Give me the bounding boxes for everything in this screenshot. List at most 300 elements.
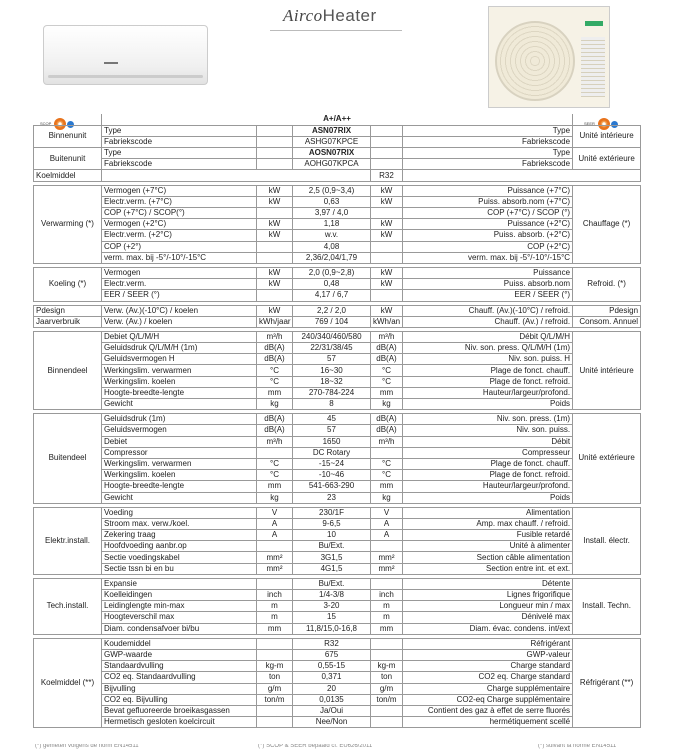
spec-row [34,458,641,469]
spec-row [34,601,641,612]
spec-label-nl: Vermogen (+7°C) [102,185,257,196]
spec-label-nl: Compressor [102,447,257,458]
unit-fr: m [371,612,403,623]
spec-label-nl: CO2 eq. Standaardvulling [102,672,257,683]
spec-row [34,159,641,170]
spec-value: ASN07RIX [293,125,371,136]
unit-nl: dB(A) [257,414,293,425]
spec-row [34,518,641,529]
unit-fr: kg [371,492,403,503]
spec-row [34,705,641,716]
unit-fr: kg [371,399,403,410]
spec-label-nl: Vermogen [102,267,257,278]
unit-nl: kW [257,230,293,241]
spec-label-nl: Type [102,148,257,159]
spec-label-fr: Niv. son. press. Q/L/M/H (1m) [403,343,573,354]
spec-label-fr: Charge supplémentaire [403,683,573,694]
spec-row [34,552,641,563]
unit-fr [371,125,403,136]
spec-label-nl: Bijvulling [102,683,257,694]
spec-label-nl: Vermogen (+2°C) [102,219,257,230]
spec-label-fr: COP (+2°C) [403,241,573,252]
spec-value: 2,36/2,04/1,79 [293,252,371,263]
section-label-nl: Elektr.install. [34,507,102,574]
spec-value: -10~46 [293,470,371,481]
unit-fr [371,705,403,716]
unit-nl: m³/h [257,331,293,342]
spec-label-nl: Stroom max. verw./koel. [102,518,257,529]
unit-fr: dB(A) [371,354,403,365]
unit-nl: °C [257,470,293,481]
unit-nl [257,208,293,219]
unit-fr: kW [371,267,403,278]
spec-value: 0,371 [293,672,371,683]
spec-label-nl: Type [102,125,257,136]
spec-row [34,305,641,316]
spec-label-fr: Niv. son. press. (1m) [403,414,573,425]
indoor-unit-image [43,25,208,85]
unit-fr: ton/m [371,694,403,705]
spec-label-fr: Niv. son. puiss. H [403,354,573,365]
spec-value: 22/31/38/45 [293,343,371,354]
unit-fr: mm² [371,552,403,563]
spec-label-nl: COP (+7°C) / SCOP(°) [102,208,257,219]
spec-row [34,436,641,447]
unit-fr: ton [371,672,403,683]
spec-label-nl: Fabriekscode [102,159,257,170]
spec-label-fr: Puissance (+7°C) [403,185,573,196]
spec-label-nl: Werkingslim. verwarmen [102,458,257,469]
spec-label-fr: Chauff. (Av.)(-10°C) / refroid. [403,305,573,316]
spec-row [34,185,641,196]
spec-value: Nee/Non [293,717,371,728]
spec-row [34,661,641,672]
footnote-nl: (*) gemeten volgens de norm EN14511 [35,744,139,749]
unit-fr: kg-m [371,661,403,672]
unit-nl: mm [257,387,293,398]
unit-nl [257,638,293,649]
spec-row [34,125,641,136]
spec-row [34,638,641,649]
spec-label-nl: Werkingslim. koelen [102,376,257,387]
spec-row [34,447,641,458]
unit-nl [257,290,293,301]
unit-nl [257,541,293,552]
spec-value: -15~24 [293,458,371,469]
unit-fr [371,717,403,728]
unit-nl: dB(A) [257,425,293,436]
spec-value: 57 [293,425,371,436]
spec-value: 2,0 (0,9~2,8) [293,267,371,278]
spec-row [34,399,641,410]
unit-fr [371,447,403,458]
unit-nl: m [257,612,293,623]
spec-label-fr: Poids [403,492,573,503]
unit-fr [371,148,403,159]
spec-label-nl: Diam. condensafvoer bi/bu [102,623,257,634]
energy-rating: A+/A++ [102,114,573,125]
spec-row [34,376,641,387]
spec-row [34,470,641,481]
unit-nl: °C [257,365,293,376]
unit-nl [257,705,293,716]
spec-label-fr: Plage de fonct. refroid. [403,376,573,387]
spec-value: 270-784-224 [293,387,371,398]
spec-label-nl: Expansie [102,578,257,589]
spec-value: 15 [293,612,371,623]
spec-label-nl: Werkingslim. koelen [102,470,257,481]
unit-fr: °C [371,470,403,481]
unit-fr: V [371,507,403,518]
spec-row [34,208,641,219]
section-label-fr: Install. électr. [573,507,641,574]
spec-label-fr: Puiss. absorb. (+2°C) [403,230,573,241]
unit-nl: kW [257,267,293,278]
spec-value: 675 [293,649,371,660]
spec-value: 240/340/460/580 [293,331,371,342]
spec-row [34,343,641,354]
spec-value: Bu/Ext. [293,541,371,552]
spec-value: w.v. [293,230,371,241]
spec-label-fr: Longueur min / max [403,601,573,612]
spec-label-fr [403,170,641,181]
spec-label-fr: Fusible retardé [403,530,573,541]
spec-value: 4,17 / 6,7 [293,290,371,301]
unit-fr: A [371,530,403,541]
unit-fr [371,638,403,649]
spec-value: R32 [371,170,403,181]
spec-label-fr: Puissance [403,267,573,278]
spec-label-fr: Hauteur/largeur/profond. [403,387,573,398]
unit-nl: dB(A) [257,343,293,354]
spec-row [34,717,641,728]
unit-nl: mm² [257,563,293,574]
unit-fr [371,159,403,170]
outdoor-unit-image [488,6,610,108]
unit-fr: kW [371,219,403,230]
section-label-fr: Unité intérieure [573,125,641,147]
spec-value: R32 [293,638,371,649]
spec-row [34,612,641,623]
unit-fr [371,578,403,589]
section-label-nl: Tech.install. [34,578,102,634]
spec-label-nl: GWP-waarde [102,649,257,660]
unit-fr: °C [371,458,403,469]
spec-label-fr: Plage de fonct. refroid. [403,470,573,481]
section-label-fr: Réfrigérant (**) [573,638,641,728]
section-label-fr: Chauffage (*) [573,185,641,263]
unit-fr: kW [371,230,403,241]
spec-row [34,649,641,660]
section-label-nl: Pdesign [34,305,102,316]
unit-fr [371,241,403,252]
spec-label-fr: Type [403,125,573,136]
unit-fr: inch [371,590,403,601]
section-label-nl: Verwarming (*) [34,185,102,263]
section-label-fr: Unité extérieure [573,148,641,170]
unit-nl: inch [257,590,293,601]
spec-label-fr: GWP-valeur [403,649,573,660]
footnotes [0,744,675,750]
spec-label-fr: Section câble alimentation [403,552,573,563]
spec-label-nl: Hoogte-breedte-lengte [102,387,257,398]
section-label-fr: Refroid. (*) [573,267,641,301]
spec-row [34,387,641,398]
spec-label-fr: Puiss. absorb.nom (+7°C) [403,196,573,207]
unit-nl: A [257,530,293,541]
spec-row [34,694,641,705]
brand-logo: AircoHeater [283,6,377,25]
spec-value: 0,48 [293,279,371,290]
unit-fr: m [371,601,403,612]
spec-label-nl: Debiet [102,436,257,447]
spec-row [34,683,641,694]
spec-label-nl: Geluidsdruk (1m) [102,414,257,425]
spec-label-nl: Electr.verm. (+2°C) [102,230,257,241]
spec-row [34,331,641,342]
spec-label-nl: Hoogteverschil max [102,612,257,623]
spec-label-nl: Fabriekscode [102,136,257,147]
unit-fr: mm [371,387,403,398]
spec-row [34,267,641,278]
section-label-nl: Binnendeel [34,331,102,409]
unit-fr: kW [371,305,403,316]
unit-nl: mm [257,623,293,634]
spec-row [34,219,641,230]
spec-row [34,230,641,241]
spec-label-nl: Leidinglengte min-max [102,601,257,612]
unit-fr: kW [371,196,403,207]
unit-nl: °C [257,376,293,387]
spec-value: AOSN07RIX [293,148,371,159]
spec-value: 541-663-290 [293,481,371,492]
unit-nl [257,125,293,136]
spec-value: 230/1F [293,507,371,518]
unit-nl [257,649,293,660]
spec-value: 57 [293,354,371,365]
spec-label-nl: Hoogte-breedte-lengte [102,481,257,492]
spec-label-fr: Plage de fonct. chauff. [403,365,573,376]
spec-label-fr: Réfrigérant [403,638,573,649]
unit-fr [371,136,403,147]
spec-label-nl: Standaardvulling [102,661,257,672]
spec-label-fr: verm. max. bij -5°/-10°/-15°C [403,252,573,263]
spec-value: 2,5 (0,9~3,4) [293,185,371,196]
seer-badge: SEER [584,118,618,130]
unit-fr: mm [371,481,403,492]
section-label-nl: Koelmiddel [34,170,102,181]
spec-label-fr: Contient des gaz à effet de serre fluorés [403,705,573,716]
footnote-fr: (*) suivant la norme EN14511 [538,744,617,749]
footnote-scop: (°) SCOP & SEER bepaald cf. EU626/2011 [258,744,373,749]
unit-fr [371,649,403,660]
spec-row [34,623,641,634]
section-label-fr: Consom. Annuel [573,316,641,327]
spec-label-fr: Détente [403,578,573,589]
spec-row [34,252,641,263]
unit-nl [257,241,293,252]
section-label-nl: Buitenunit [34,148,102,170]
spec-row [34,578,641,589]
unit-fr: kWh/an [371,316,403,327]
spec-row [34,170,641,181]
spec-label-fr: EER / SEER (°) [403,290,573,301]
spec-row [34,530,641,541]
spec-value: 45 [293,414,371,425]
unit-nl [257,578,293,589]
unit-nl [257,252,293,263]
spec-label-nl: Geluidsvermogen [102,425,257,436]
spec-label-nl: COP (+2°) [102,241,257,252]
spec-label-nl: Electr.verm. [102,279,257,290]
spec-row [34,148,641,159]
unit-nl: mm² [257,552,293,563]
spec-label-nl: Sectie voedingskabel [102,552,257,563]
spec-label-nl: Geluidsvermogen H [102,354,257,365]
spec-label-nl: Verw. (Av.) / koelen [102,316,257,327]
unit-nl: kg [257,492,293,503]
unit-fr: m³/h [371,331,403,342]
unit-fr [371,541,403,552]
unit-fr: g/m [371,683,403,694]
unit-fr: °C [371,376,403,387]
unit-fr: °C [371,365,403,376]
spec-value: 3-20 [293,601,371,612]
spec-value: 11,8/15,0-16,8 [293,623,371,634]
spec-label-nl: Hermetisch gesloten koelcircuit [102,717,257,728]
spec-label-nl: Zekering traag [102,530,257,541]
spec-table [33,114,641,728]
unit-nl: mm [257,481,293,492]
unit-nl: kW [257,305,293,316]
spec-label-fr: Fabriekscode [403,159,573,170]
unit-nl [257,136,293,147]
unit-fr [371,290,403,301]
unit-nl: m [257,601,293,612]
section-label-nl: Buitendeel [34,414,102,504]
spec-value: DC Rotary [293,447,371,458]
spec-label-fr: Niv. son. puiss. [403,425,573,436]
unit-nl: kW [257,185,293,196]
unit-nl: kg-m [257,661,293,672]
spec-label-fr: Poids [403,399,573,410]
unit-nl: kW [257,219,293,230]
spec-row [34,241,641,252]
spec-label-nl: Gewicht [102,492,257,503]
spec-label-fr: Débit Q/L/M/H [403,331,573,342]
unit-nl: ton/m [257,694,293,705]
spec-row [34,316,641,327]
spec-label-fr: Plage de fonct. chauff. [403,458,573,469]
spec-value: 1/4-3/8 [293,590,371,601]
unit-nl [257,717,293,728]
spec-value: 2,2 / 2,0 [293,305,371,316]
spec-label-fr: Unité à alimenter [403,541,573,552]
unit-nl: g/m [257,683,293,694]
spec-row [34,414,641,425]
spec-label-fr: CO2-eq Charge supplémentaire [403,694,573,705]
spec-label-fr: Puiss. absorb.nom [403,279,573,290]
unit-nl: ton [257,672,293,683]
product-header [0,0,675,112]
spec-value: 0,63 [293,196,371,207]
unit-nl: V [257,507,293,518]
unit-fr: dB(A) [371,425,403,436]
spec-value: Ja/Oui [293,705,371,716]
spec-value: 4,08 [293,241,371,252]
unit-nl: kWh/jaar [257,316,293,327]
spec-value: AOHG07KPCA [293,159,371,170]
spec-label-fr: Lignes frigorifique [403,590,573,601]
section-label-fr: Pdesign [573,305,641,316]
section-label-nl: Koeling (*) [34,267,102,301]
spec-label-nl: Bevat gefluoreerde broeikasgassen [102,705,257,716]
spec-row [34,290,641,301]
unit-fr: dB(A) [371,343,403,354]
spec-label-nl: Debiet Q/L/M/H [102,331,257,342]
rating-row [34,114,641,125]
spec-row [34,136,641,147]
spec-label-fr: hermétiquement scellé [403,717,573,728]
spec-label-nl: Hoofdvoeding aanbr.op [102,541,257,552]
spec-row [34,279,641,290]
section-label-nl: Jaarverbruik [34,316,102,327]
spec-value: 4G1,5 [293,563,371,574]
unit-fr: dB(A) [371,414,403,425]
spec-row [34,590,641,601]
spec-label-fr: Compresseur [403,447,573,458]
spec-row [34,196,641,207]
spec-label-nl: Koudemiddel [102,638,257,649]
spec-row [34,541,641,552]
spec-label-nl: Voeding [102,507,257,518]
unit-nl: A [257,518,293,529]
spec-label-nl: verm. max. bij -5°/-10°/-15°C [102,252,257,263]
unit-nl [257,148,293,159]
spec-label-fr: Hauteur/largeur/profond. [403,481,573,492]
spec-row [34,365,641,376]
spec-label-fr: Dénivelé max [403,612,573,623]
spec-value: 0,55-15 [293,661,371,672]
spec-value: 3,97 / 4,0 [293,208,371,219]
spec-label-nl: Gewicht [102,399,257,410]
unit-fr [371,208,403,219]
spec-value: 769 / 104 [293,316,371,327]
spec-label-fr: Amp. max chauff. / refroid. [403,518,573,529]
spec-value: 1,18 [293,219,371,230]
logo-underline [270,30,402,31]
spec-label-nl: Electr.verm. (+7°C) [102,196,257,207]
spec-label-nl: Sectie tssn bi en bu [102,563,257,574]
unit-fr: kW [371,185,403,196]
spec-value: 8 [293,399,371,410]
spec-label-nl [102,170,371,181]
spec-label-nl: CO2 eq. Bijvulling [102,694,257,705]
spec-value: 23 [293,492,371,503]
spec-row [34,492,641,503]
spec-label-fr: Diam. évac. condens. int/ext [403,623,573,634]
spec-label-fr: Fabriekscode [403,136,573,147]
section-label-fr: Unité intérieure [573,331,641,409]
unit-nl: kg [257,399,293,410]
unit-nl [257,159,293,170]
spec-label-fr: CO2 eq. Charge standard [403,672,573,683]
spec-value: ASHG07KPCE [293,136,371,147]
unit-nl [257,447,293,458]
spec-row [34,425,641,436]
spec-value: 1650 [293,436,371,447]
spec-value: 9-6,5 [293,518,371,529]
